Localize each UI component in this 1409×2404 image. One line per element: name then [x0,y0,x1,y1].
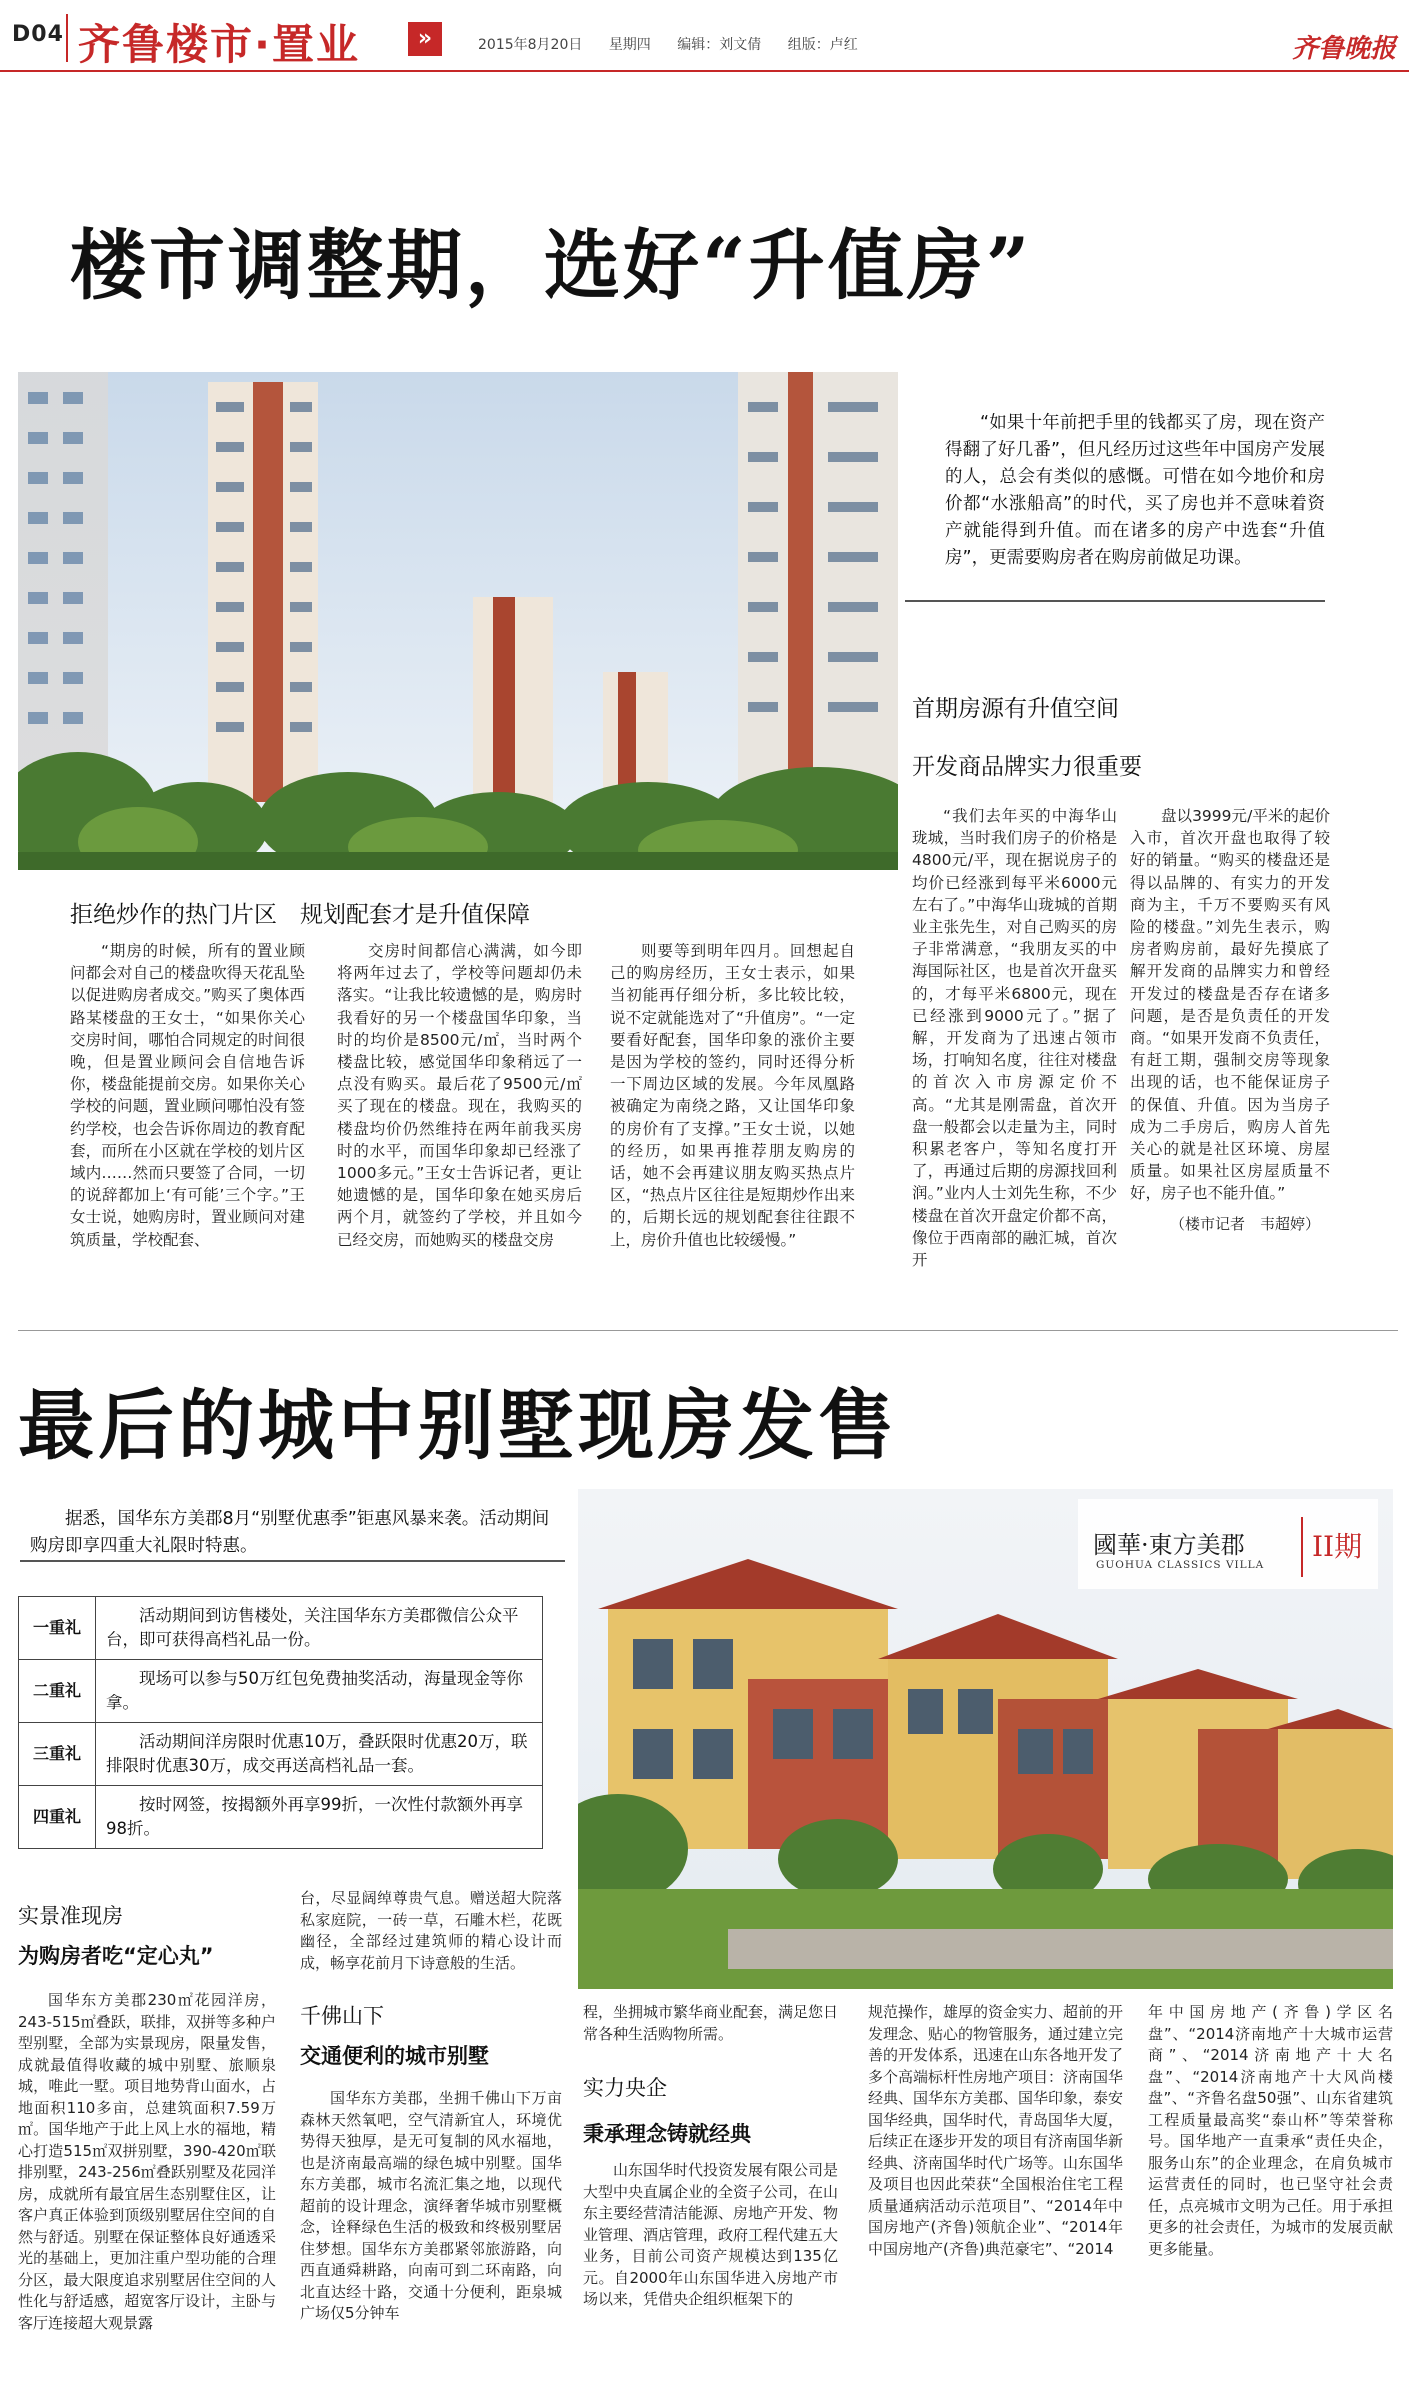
article2-column-2a [300,1888,562,1974]
section-title: 齐鲁楼市·置业 [78,20,360,69]
gift-level: 四重礼 [19,1786,96,1849]
article2-paragraph: 台，尽显阔绰尊贵气息。赠送超大院落私家庭院，一砖一草，石雕木栏，花既幽径，全部经过建筑师的精心设计而成，畅享花前月下诗意般的生活。 [300,1889,562,1972]
article1-paragraph: 交房时间都信心满满，如今即将两年过去了，学校等问题却仍未落实。“让我比较遗憾的是，购房时我看好的另一个楼盘国华印象，当时的均价是8500元/㎡，当时两个楼盘比较，感觉国华印象稍远了一点没有购买。最后花了9500元/㎡买了现在的楼盘。现在，我购买的楼盘均价仍然维持在两年前我买房时的水平，而国华印象却已经涨了1000多元。”王女士告诉记者，更让她遗憾的是，国华印象在她买房后两个月，就签约了学校，并且如今已经交房，而她购买的楼盘交房 [337,942,582,1249]
article2-column-2b [300,2088,562,2325]
article1-subhead-right-1: 首期房源有升值空间 [912,696,1119,722]
gift-text: 活动期间洋房限时优惠10万，叠跃限时优惠20万，联排限时优惠30万，成交再送高档礼品一套。 [96,1723,543,1786]
highrise-photo [18,372,898,870]
article1-column-5 [1130,805,1330,1205]
table-row [19,1597,543,1660]
issue-date: 2015年8月20日 [478,37,583,53]
article1-headline: 楼市调整期，选好“升值房” [70,221,1033,310]
article2-paragraph: 年中国房地产(齐鲁)学区名盘”、“2014济南地产十大城市运营商”、“2014济南地产十大名盘”、“2014济南地产十大风尚楼盘”、“齐鲁名盘50强”、山东省建筑工程质量最高奖“泰山杯”等荣誉称号。国华地产一直秉承“责任央企，服务山东”的企业理念，在肩负城市运营责任的同时，也已坚守社会责任，点亮城市文明为己任。用于承担更多的社会责任，为城市的发展贡献更多能量。 [1148,2003,1393,2258]
section-rule [18,1330,1398,1331]
article2-column-3b [583,2160,838,2311]
villa-logo-en: GUOHUA CLASSICS VILLA [1096,1559,1265,1571]
article2-paragraph: 国华东方美郡230㎡花园洋房，243-515㎡叠跃，联排，双拼等多种户型别墅，全部为实景现房，限量发售，成就最值得收藏的城中别墅、旅顺泉城，唯此一墅。项目地势背山面水，占地面积110多亩，总建筑面积7.59万㎡。国华地产于此上风上水的福地，精心打造515㎡双拼别墅，390-420㎡联排别墅，243-256㎡叠跃别墅及花园洋房，成就所有最宜居生态别墅住区，让客户真正体验到顶级别墅居住空间的自然与舒适。别墅在保证整体良好通透采光的基础上，更加注重户型功能的合理分区，最大限度追求别墅居住空间的人性化与舒适感，超宽客厅设计，主卧与客厅连接超大观景露 [18,1991,276,2332]
header-rule [0,70,1409,72]
table-row [19,1660,543,1723]
header-divider [66,14,68,62]
article2-subhead-2b: 交通便利的城市别墅 [300,2044,489,2068]
issue-editor: 编辑：刘文倩 [677,37,762,53]
table-row [19,1786,543,1849]
article1-column-1 [70,940,305,1251]
article2-subhead-3b: 秉承理念铸就经典 [583,2122,751,2146]
article2-column-1 [18,1990,276,2334]
article2-paragraph: 山东国华时代投资发展有限公司是大型中央直属企业的全资子公司，在山东主要经营清洁能源、房地产开发、物业管理、酒店管理，政府工程代建五大业务，目前公司资产规模达到135亿元。自2000年山东国华进入房地产市场以来，凭借央企组织框架下的 [583,2161,839,2308]
issue-weekday: 星期四 [608,37,651,53]
intro-rule [905,600,1325,602]
article2-column-3a [583,2002,838,2045]
article1-paragraph: 盘以3999元/平米的起价入市，首次开盘也取得了较好的销量。“购买的楼盘还是得以品牌的、有实力的开发商为主，千万不要购买有风险的楼盘。”刘先生表示，购房者购房前，最好先摸底了解开发商的品牌实力和曾经开发过的楼盘是否存在诸多问题，是否是负责任的开发商。“如果开发商不负责任，有赶工期，强制交房等现象出现的话，也不能保证房子的保值、升值。因为当房子成为二手房后，购房人首先关心的就是社区环境、房屋质量。如果社区房屋质量不好，房子也不能升值。” [1130,807,1330,1203]
gift-table [18,1596,543,1849]
article2-column-5 [1148,2002,1393,2260]
gift-level: 三重礼 [19,1723,96,1786]
gift-text: 活动期间到访售楼处，关注国华东方美郡微信公众平台，即可获得高档礼品一份。 [96,1597,543,1660]
page-number: D04 [12,22,64,47]
article1-paragraph: 则要等到明年四月。回想起自己的购房经历，王女士表示，如果当初能再仔细分析，多比较比较，说不定就能选对了“升值房”。“一定要看好配套，国华印象的涨价主要是因为学校的签约，同时还得分析一下周边区域的发展。今年凤凰路被确定为南绕之路，又让国华印象的房价有了支撑。”王女士说，以她的经历，如果再推荐朋友购房的话，她不会再建议朋友购买热点片区，“热点片区往往是短期炒作出来的，后期长远的规划配套往往跟不上，房价升值也比较缓慢。” [610,942,855,1249]
article1-subhead-left: 拒绝炒作的热门片区 规划配套才是升值保障 [70,902,530,928]
article1-column-3 [610,940,855,1251]
article2-column-4 [868,2002,1123,2260]
issue-layout: 组版：卢红 [787,37,858,53]
article2-paragraph: 规范操作，雄厚的资金实力、超前的开发理念、贴心的物管服务，通过建立完善的开发体系，迅速在山东各地开发了多个高端标杆性房地产项目：济南国华经典、国华东方美郡、国华印象，泰安国华经典，国华时代，青岛国华大厦，后续正在逐步开发的项目有济南国华新经典、济南国华时代广场等。山东国华及项目也因此荣获“全国根治住宅工程质量通病活动示范项目”、“2014年中国房地产(齐鲁)领航企业”、“2014年中国房地产(齐鲁)典范豪宅”、“2014 [868,2003,1124,2258]
villa-photo-illustration [578,1489,1393,1989]
article2-paragraph: 程，坐拥城市繁华商业配套，满足您日常各种生活购物所需。 [583,2003,839,2043]
article1-paragraph: “我们去年买的中海华山珑城，当时我们房子的价格是4800元/平，现在据说房子的均价已经涨到每平米6000元左右了。”中海华山珑城的首期业主张先生，对自己购买的房子非常满意，“我朋友买的中海国际社区，也是首次开盘买的，才每平米6800元，现在已经涨到9000元了。”据了解，开发商为了迅速占领市场，打响知名度，往往对楼盘的首次入市房源定价不高。“尤其是刚需盘，首次开盘一般都会以走量为主，同时积累老客户，等知名度打开了，再通过后期的房源找回利润。”业内人士刘先生称，不少楼盘在首次开盘定价都不高，像位于西南部的融汇城，首次开 [912,807,1117,1270]
gift-table-grid [18,1596,543,1849]
issue-meta [478,34,880,54]
article1-intro: “如果十年前把手里的钱都买了房，现在资产得翻了好几番”，但凡经历过这些年中国房产发展的人，总会有类似的感慨。可惜在如今地价和房价都“水涨船高”的时代，买了房也并不意味着资产就能得到升值。而在诸多的房产中选套“升值房”，更需要购房者在购房前做足功课。 [945,413,1325,568]
lead-rule [20,1560,565,1562]
article2-subhead-1b: 为购房者吃“定心丸” [18,1944,214,1968]
gift-level: 二重礼 [19,1660,96,1723]
masthead-logo: 齐鲁晚报 [1292,34,1397,64]
article2-subhead-2a: 千佛山下 [300,2004,384,2028]
article2-subhead-3a: 实力央企 [583,2076,667,2100]
gift-level: 一重礼 [19,1597,96,1660]
article1-column-2 [337,940,582,1251]
article1-paragraph: “期房的时候，所有的置业顾问都会对自己的楼盘吹得天花乱坠以促进购房者成交。”购买了奥体西路某楼盘的王女士，“如果你关心交房时间，哪怕合同规定的时间很晚，但是置业顾问会自信地告诉你，楼盘能提前交房。如果你关心学校的问题，置业顾问哪怕没有签约学校，也会告诉你周边的教育配套，而所在小区就在学校的划片区域内……然而只要签了合同，一切的说辞都加上‘有可能’三个字。”王女士说，她购房时，置业顾问对建筑质量，学校配套、 [70,942,305,1249]
article1-column-4 [912,805,1117,1271]
gift-text: 按时网签，按揭额外再享99折，一次性付款额外再享98折。 [96,1786,543,1849]
highrise-photo-illustration [18,372,898,870]
villa-logo-text: 國華·東方美郡 [1093,1531,1245,1559]
article2-lead: 据悉，国华东方美郡8月“别墅优惠季”钜惠风暴来袭。活动期间购房即享四重大礼限时特惠。 [30,1509,550,1556]
article1-subhead-right-2: 开发商品牌实力很重要 [912,754,1142,780]
villa-logo-divider [1301,1517,1303,1577]
villa-logo-phase: II期 [1312,1530,1363,1563]
villa-photo [578,1489,1393,1989]
article2-subhead-1a: 实景准现房 [18,1904,123,1928]
article2-headline: 最后的城中别墅现房发售 [18,1381,898,1470]
article2-paragraph: 国华东方美郡，坐拥千佛山下万亩森林天然氧吧，空气清新宜人，环境优势得天独厚，是无可复制的风水福地，也是济南最高端的绿色城中别墅。国华东方美郡，城市名流汇集之地，以现代超前的设计理念，演绎奢华城市别墅概念，诠释绿色生活的极致和终极别墅居住梦想。国华东方美郡紧邻旅游路，向西直通舜耕路，向南可到二环南路，向北直达经十路，交通十分便利，距泉城广场仅5分钟车 [300,2089,562,2322]
article1-byline: （楼市记者 韦超婷） [1170,1215,1321,1233]
gift-text: 现场可以参与50万红包免费抽奖活动，海量现金等你拿。 [96,1660,543,1723]
section-arrow-icon: » [408,22,442,56]
table-row [19,1723,543,1786]
